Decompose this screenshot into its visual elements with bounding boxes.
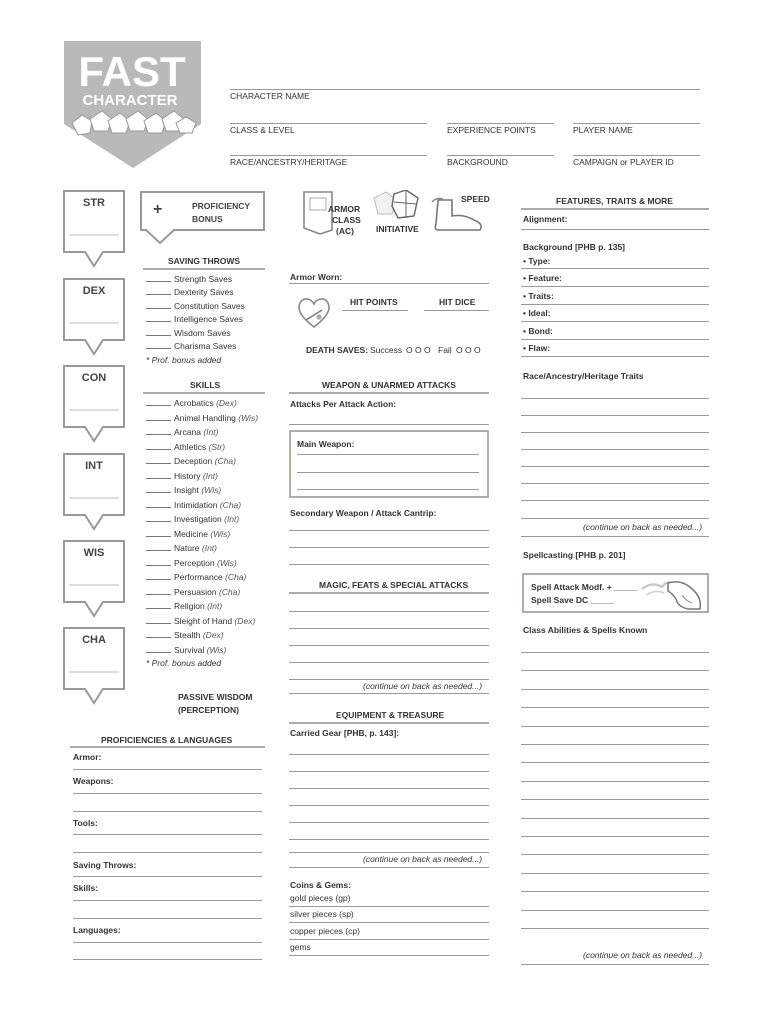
- saving-throw-blank[interactable]: [146, 328, 171, 336]
- bg-ideal-label: • Ideal:: [523, 308, 551, 318]
- skill-blank[interactable]: [146, 587, 171, 595]
- skill-blank[interactable]: [146, 572, 171, 580]
- ability-box: [63, 365, 125, 441]
- skill-name: Stealth: [174, 630, 201, 640]
- skills-title: SKILLS: [190, 380, 221, 390]
- skill-attr: (Cha): [218, 586, 241, 597]
- secondary-weapon-label: Secondary Weapon / Attack Cantrip:: [290, 508, 437, 518]
- gems-label: gems: [290, 942, 311, 952]
- race-traits-label: Race/Ancestry/Heritage Traits: [523, 371, 644, 381]
- features-title: FEATURES, TRAITS & MORE: [556, 196, 673, 206]
- bg-traits-label: • Traits:: [523, 291, 554, 301]
- heart-icon: [296, 296, 332, 330]
- skill-row: [146, 442, 225, 452]
- logo-fast-text: FAST: [78, 48, 186, 95]
- prof-tools-label: Tools:: [73, 818, 98, 828]
- death-success-label: Success: [370, 345, 403, 355]
- silver-pieces-label: silver pieces (sp): [290, 909, 354, 919]
- skill-attr: (Cha): [219, 499, 242, 510]
- skill-name: Religion: [174, 601, 205, 611]
- skill-row: [146, 427, 218, 437]
- skill-name: Deception: [174, 456, 213, 466]
- skill-name: Investigation: [174, 514, 222, 524]
- skill-blank[interactable]: [146, 471, 171, 479]
- equipment-continue-note: (continue on back as needed...): [363, 854, 483, 864]
- background-feature-label: Background [PHB p. 135]: [523, 242, 626, 252]
- class-abilities-label: Class Abilities & Spells Known: [523, 625, 648, 635]
- saving-throw-blank[interactable]: [146, 301, 171, 309]
- proficiency-label-1: PROFICIENCY: [192, 201, 251, 211]
- hit-points-label: HIT POINTS: [350, 297, 398, 307]
- skill-name: Insight: [174, 485, 200, 495]
- class-level-label: CLASS & LEVEL: [230, 125, 295, 135]
- skill-blank[interactable]: [146, 398, 171, 406]
- skill-name: Animal Handling: [174, 412, 236, 423]
- initiative-label: INITIATIVE: [376, 224, 419, 234]
- prof-skills-label: Skills:: [73, 883, 99, 893]
- skill-blank[interactable]: [146, 442, 171, 450]
- skill-name: Nature: [174, 543, 200, 553]
- skill-row: [146, 558, 237, 568]
- proficiency-plus: +: [153, 201, 163, 218]
- skill-row: [146, 500, 241, 510]
- death-success-circles[interactable]: O O O: [406, 345, 431, 355]
- skill-attr: (Wis): [210, 528, 231, 539]
- skill-name: Acrobatics: [174, 398, 214, 408]
- logo-character-text: CHARACTER: [82, 92, 178, 109]
- saving-throw-blank[interactable]: [146, 314, 171, 322]
- skill-row: [146, 398, 237, 408]
- skill-blank[interactable]: [146, 543, 171, 551]
- experience-points-label: EXPERIENCE POINTS: [447, 125, 536, 135]
- skill-attr: (Int): [201, 543, 218, 553]
- skill-attr: (Wis): [206, 644, 227, 655]
- skill-blank[interactable]: [146, 413, 171, 421]
- skill-row: [146, 529, 230, 539]
- race-label: RACE/ANCESTRY/HERITAGE: [230, 157, 348, 167]
- player-name-label: PLAYER NAME: [573, 125, 633, 135]
- skill-attr: (Int): [207, 601, 223, 611]
- attacks-per-action-label: Attacks Per Attack Action:: [290, 399, 397, 409]
- magic-title: MAGIC, FEATS & SPECIAL ATTACKS: [319, 580, 469, 590]
- passive-wisdom-label-1: PASSIVE WISDOM: [178, 692, 253, 702]
- copper-pieces-label: copper pieces (cp): [290, 926, 360, 936]
- bg-bond-label: • Bond:: [523, 326, 553, 336]
- saving-throw-name: Intelligence Saves: [174, 314, 243, 325]
- armor-worn-label: Armor Worn:: [290, 272, 343, 282]
- saving-throw-row: [146, 314, 243, 324]
- campaign-label: CAMPAIGN or PLAYER ID: [573, 157, 674, 167]
- race-continue-note: (continue on back as needed...): [583, 522, 703, 532]
- saves-note: * Prof. bonus added: [146, 355, 222, 365]
- skill-row: [146, 601, 222, 611]
- character-name-label: CHARACTER NAME: [230, 91, 310, 101]
- prof-armor-label: Armor:: [73, 752, 102, 762]
- saving-throw-name: Wisdom Saves: [174, 327, 231, 338]
- fast-character-logo: [64, 41, 202, 169]
- saving-throw-blank[interactable]: [146, 341, 171, 349]
- armor-class-label-2: CLASS: [332, 215, 361, 225]
- bg-feature-label: • Feature:: [523, 273, 562, 283]
- skill-row: [146, 645, 226, 655]
- skill-attr: (Wis): [217, 557, 237, 568]
- saving-throw-row: [146, 328, 231, 338]
- gold-pieces-label: gold pieces (gp): [290, 893, 351, 903]
- passive-wisdom-label-2: (PERCEPTION): [178, 705, 239, 715]
- ability-name: CON: [81, 372, 107, 384]
- skill-attr: (Int): [224, 514, 240, 524]
- skill-row: [146, 616, 255, 626]
- saving-throw-row: [146, 274, 232, 284]
- skill-blank[interactable]: [146, 529, 171, 537]
- skill-blank[interactable]: [146, 645, 171, 653]
- background-label: BACKGROUND: [447, 157, 508, 167]
- bg-type-label: • Type:: [523, 256, 551, 266]
- attacks-title: WEAPON & UNARMED ATTACKS: [322, 380, 456, 390]
- saving-throws-title: SAVING THROWS: [168, 256, 241, 266]
- armor-class-label-1: ARMOR: [328, 204, 361, 214]
- ability-box: [63, 627, 125, 703]
- ability-box: [63, 453, 125, 529]
- skill-row: [146, 514, 239, 524]
- death-saves-label: DEATH SAVES:: [306, 345, 369, 355]
- saving-throw-row: [146, 341, 236, 351]
- skill-attr: (Cha): [214, 456, 236, 466]
- skill-blank[interactable]: [146, 616, 171, 624]
- saving-throw-name: Constitution Saves: [174, 300, 245, 311]
- skill-row: [146, 630, 224, 640]
- skill-name: Medicine: [174, 528, 209, 539]
- speed-label: SPEED: [461, 194, 490, 204]
- death-fail-label: Fail: [438, 345, 452, 355]
- saving-throw-blank[interactable]: [146, 274, 171, 282]
- skill-row: [146, 543, 217, 553]
- skill-name: Intimidation: [174, 499, 218, 510]
- initiative-dice-icon: [368, 190, 422, 222]
- skill-blank[interactable]: [146, 601, 171, 609]
- class-continue-note: (continue on back as needed...): [583, 950, 703, 960]
- alignment-label: Alignment:: [523, 214, 568, 224]
- skill-name: Perception: [174, 557, 215, 568]
- skill-attr: (Dex): [202, 630, 224, 640]
- ability-name: DEX: [82, 285, 106, 297]
- ability-name: INT: [85, 460, 103, 472]
- skill-blank[interactable]: [146, 558, 171, 566]
- bg-flaw-label: • Flaw:: [523, 343, 551, 353]
- spell-hand-icon: [638, 575, 706, 613]
- prof-weapons-label: Weapons:: [73, 776, 114, 786]
- saving-throw-name: Charisma Saves: [174, 341, 237, 351]
- saving-throw-name: Dexterity Saves: [174, 287, 234, 298]
- skill-name: Sleight of Hand: [174, 615, 233, 626]
- skill-blank[interactable]: [146, 514, 171, 522]
- skill-attr: (Dex): [234, 615, 256, 626]
- skill-blank[interactable]: [146, 500, 171, 508]
- skill-blank[interactable]: [146, 456, 171, 464]
- skill-attr: (Int): [203, 427, 219, 437]
- ability-box: [63, 278, 125, 354]
- skill-name: Survival: [174, 644, 205, 655]
- armor-class-label-3: (AC): [336, 226, 354, 236]
- skill-attr: (Cha): [225, 572, 247, 582]
- skill-row: [146, 485, 221, 495]
- ability-name: STR: [83, 197, 105, 209]
- skill-attr: (Str): [208, 441, 226, 452]
- skill-row: [146, 413, 258, 423]
- spellcasting-label: Spellcasting [PHB p. 201]: [523, 550, 626, 560]
- main-weapon-label: Main Weapon:: [297, 439, 355, 449]
- skill-row: [146, 471, 218, 481]
- skill-name: Persuasion: [174, 586, 217, 597]
- saving-throw-row: [146, 287, 234, 297]
- proficiency-label-2: BONUS: [192, 214, 223, 224]
- ability-box: [63, 540, 125, 616]
- prof-languages-label: Languages:: [73, 925, 121, 935]
- ability-name: WIS: [83, 547, 105, 559]
- spell-dc-label: Spell Save DC _____: [531, 595, 615, 605]
- skills-note: * Prof. bonus added: [146, 658, 222, 668]
- skill-blank[interactable]: [146, 485, 171, 493]
- skill-row: [146, 456, 236, 466]
- skill-blank[interactable]: [146, 630, 171, 638]
- ability-name: CHA: [82, 634, 106, 646]
- saving-throw-blank[interactable]: [146, 287, 171, 295]
- coins-gems-label: Coins & Gems:: [290, 880, 351, 890]
- magic-continue-note: (continue on back as needed...): [363, 681, 483, 691]
- skill-attr: (Int): [202, 470, 218, 481]
- prof-saving-throws-label: Saving Throws:: [73, 860, 137, 870]
- hit-dice-label: HIT DICE: [439, 297, 476, 307]
- skill-attr: (Wis): [201, 485, 222, 495]
- proficiencies-title: PROFICIENCIES & LANGUAGES: [101, 735, 233, 745]
- spell-attack-label: Spell Attack Modf. + _____: [531, 582, 638, 592]
- ability-box: [63, 190, 125, 266]
- skill-row: [146, 587, 240, 597]
- skill-attr: (Dex): [216, 398, 237, 408]
- carried-gear-label: Carried Gear [PHB, p. 143]:: [290, 728, 400, 738]
- equipment-title: EQUIPMENT & TREASURE: [336, 710, 445, 720]
- death-fail-circles[interactable]: O O O: [456, 345, 481, 355]
- skill-blank[interactable]: [146, 427, 171, 435]
- skill-row: [146, 572, 246, 582]
- skill-name: History: [174, 470, 201, 481]
- skill-attr: (Wis): [238, 412, 259, 423]
- skill-name: Athletics: [174, 441, 207, 452]
- skill-name: Arcana: [174, 427, 201, 437]
- skill-name: Performance: [174, 572, 223, 582]
- saving-throw-name: Strength Saves: [174, 274, 233, 284]
- saving-throw-row: [146, 301, 245, 311]
